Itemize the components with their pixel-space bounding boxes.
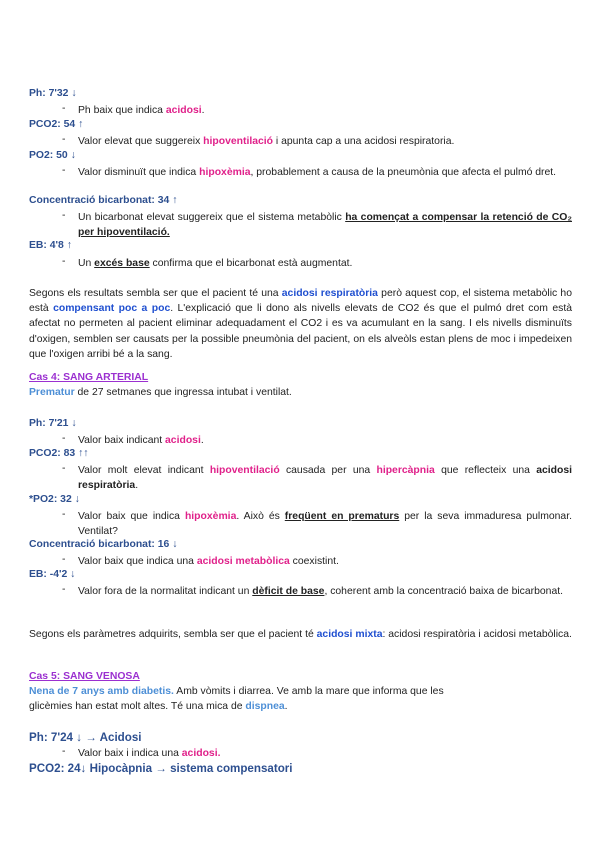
list-item: - Valor baix i indica una acidosi. [62,746,221,759]
case4-title: Cas 4: SANG ARTERIAL [29,372,149,383]
list-item: - Un bicarbonat elevat suggereix que el sistema metabòlic ha començat a compensar la retenció de CO₂ per hipoventilació. [62,210,572,238]
bicarbonate-header: Concentració bicarbonat: 34 ↑ [29,195,178,206]
bicarbonate-header: Concentració bicarbonat: 16 ↓ [29,539,178,550]
list-item: - Valor elevat que suggereix hipoventilació i apunta cap a una acidosi respiratoria. [62,134,455,147]
po2-header: PO2: 50 ↓ [29,150,76,161]
case4-intro: Prematur de 27 setmanes que ingressa intubat i ventilat. [29,387,292,398]
case5-title: Cas 5: SANG VENOSA [29,671,140,682]
po2-header: *PO2: 32 ↓ [29,494,80,505]
list-item: - Valor baix que indica hipoxèmia. Això és freqüent en prematurs per la seva immaduresa pulmonar. Ventilat? [62,509,572,537]
list-item: - Valor baix que indica una acidosi metabòlica coexistint. [62,554,339,567]
case5-intro-line1: Nena de 7 anys amb diabetis. Amb vòmits i diarrea. Ve amb la mare que informa que les [29,686,444,697]
pco2-header: PCO2: 83 ↑↑ [29,448,89,459]
list-item: - Valor fora de la normalitat indicant un dèficit de base, coherent amb la concentració baixa de bicarbonat. [62,584,563,597]
case3-summary: Segons els resultats sembla ser que el pacient té una acidosi respiratòria però aquest cop, el sistema metabòlic ho està compensant poc a poc. L'explicació que li dono als nivells elevats de CO2 és que el pulmó dret com està afectat no permeten al pacient eliminar adequadament el CO2 i es va acumulant en la sang. I els nivells disminuïts d'oxigen, semblen ser causats per la possible pneumònia del pacient, on els alveòls estan plens de moc i impedeixen que l'oxigen arribi bé a la sang. [29,288,572,360]
list-item: - Un excés base confirma que el bicarbonat està augmentat. [62,256,353,269]
eb-header: EB: 4'8 ↑ [29,240,72,251]
list-item: - Ph baix que indica acidosi. [62,103,205,116]
list-item: - Valor disminuït que indica hipoxèmia, probablement a causa de la pneumònia que afecta el pulmó dret. [62,165,557,178]
pco2-header: PCO2: 24↓ Hipocàpnia → sistema compensatori [29,762,293,775]
ph-header: Ph: 7'32 ↓ [29,88,77,99]
ph-header: Ph: 7'24 ↓ → Acidosi [29,731,142,744]
case5-intro-line2: glicèmies han estat molt altes. Té una mica de dispnea. [29,701,288,712]
list-item: - Valor baix indicant acidosi. [62,433,204,446]
list-item: - Valor molt elevat indicant hipoventilació causada per una hipercàpnia que reflecteix una acidosi respiratòria. [62,463,573,491]
ph-header: Ph: 7'21 ↓ [29,418,77,429]
eb-header: EB: -4'2 ↓ [29,569,76,580]
case4-summary: Segons els paràmetres adquirits, sembla ser que el pacient té acidosi mixta: acidosi respiratòria i acidosi metabòlica. [29,629,572,640]
pco2-header: PCO2: 54 ↑ [29,119,84,130]
